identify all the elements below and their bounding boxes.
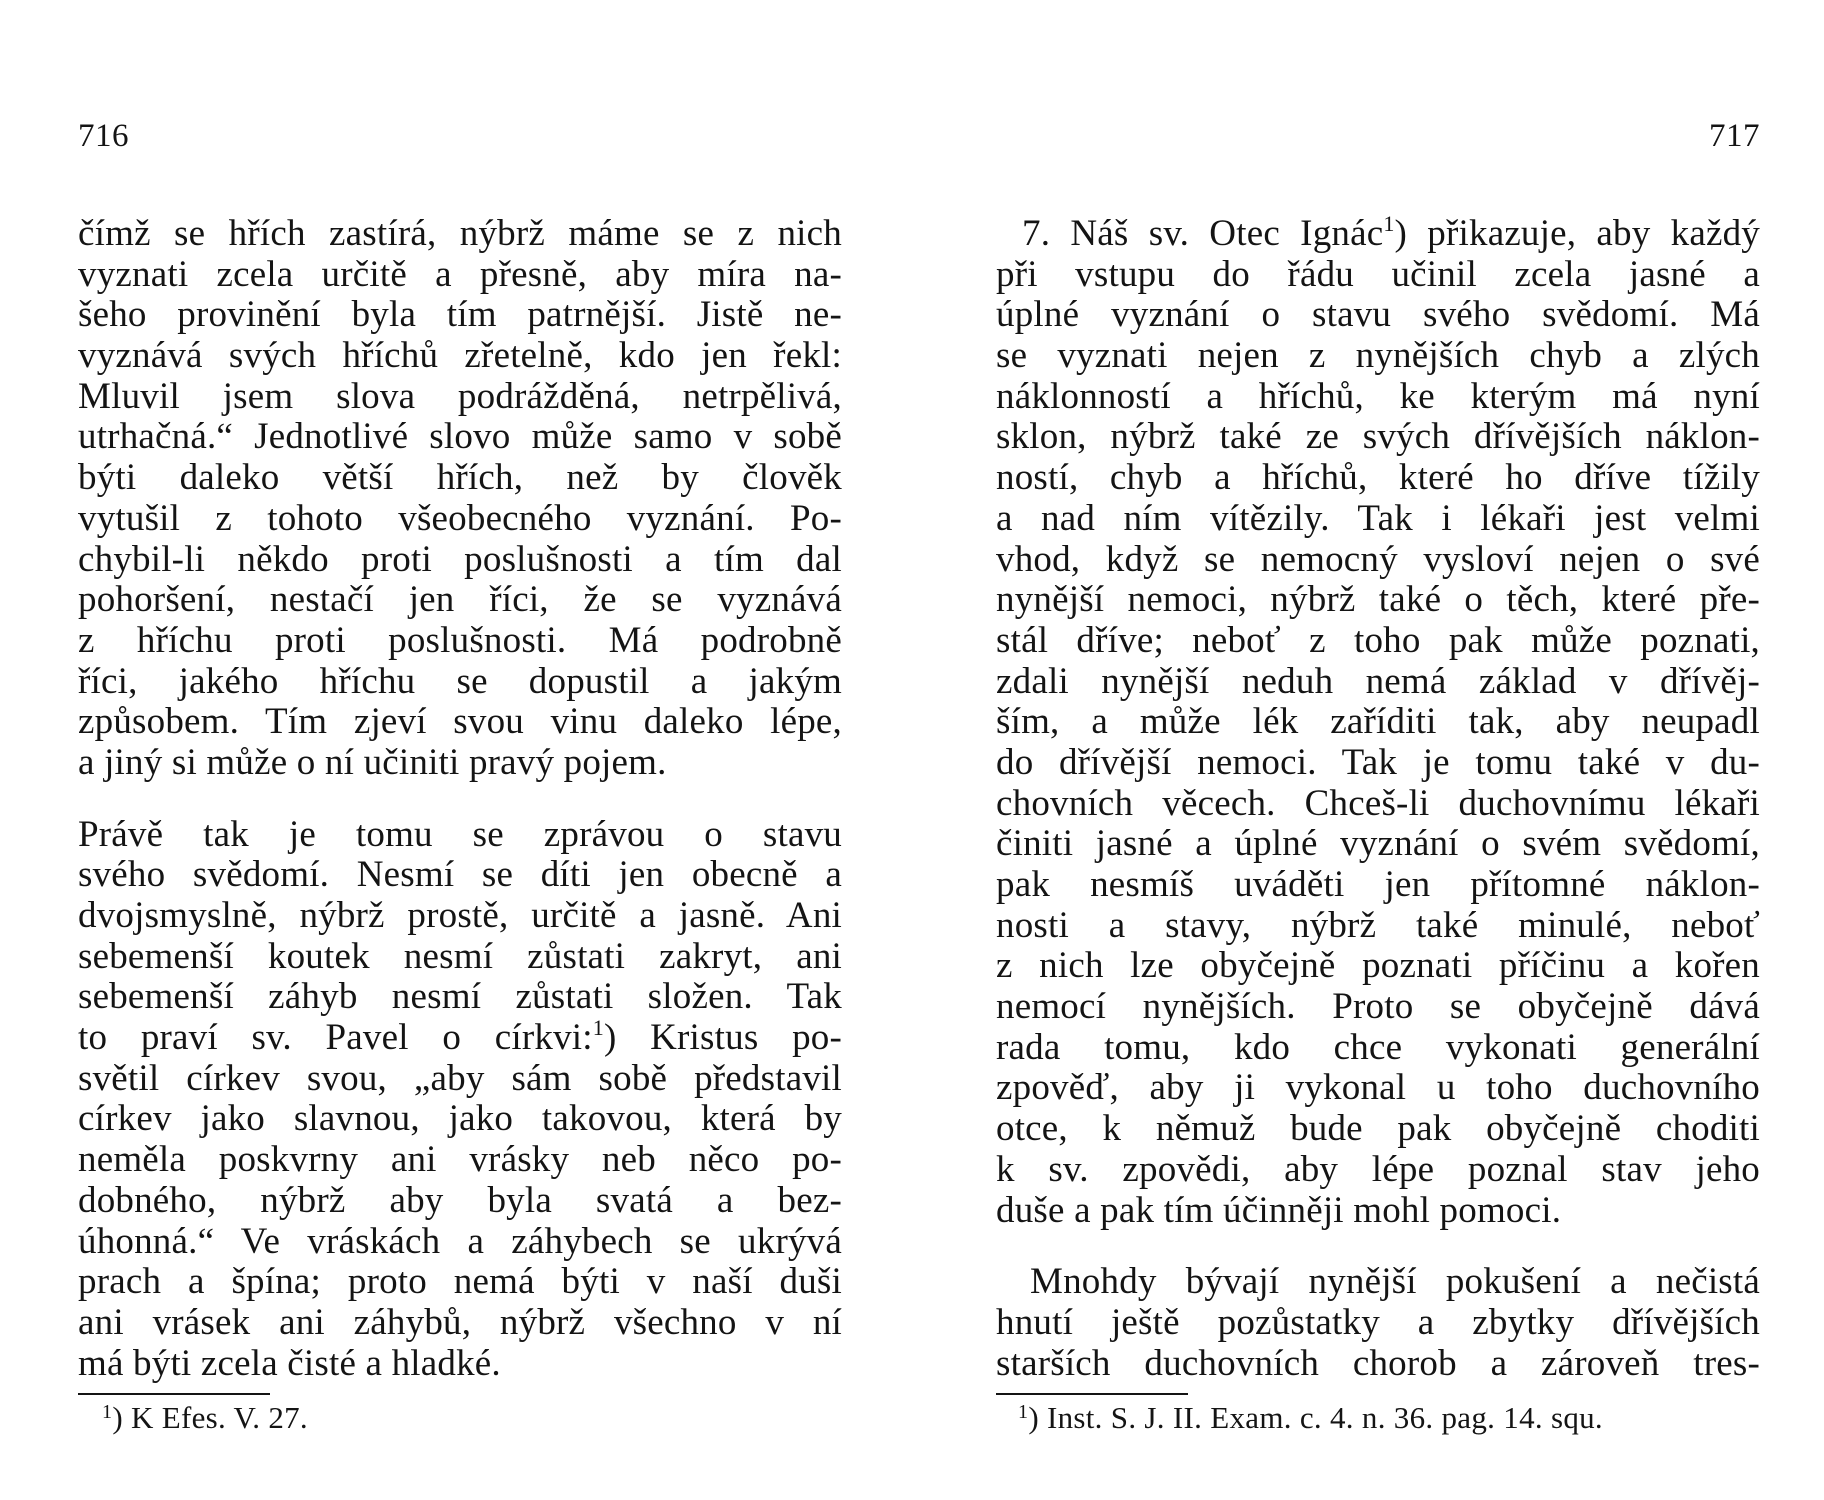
page-number-right: 717	[1709, 118, 1760, 154]
text-line: otce, k němuž bude pak obyčejně choditi	[996, 1108, 1760, 1150]
footnote-left	[102, 1400, 308, 1436]
footnote-reference-marker: 1	[592, 1015, 604, 1041]
text-line: Mnohdy bývají nynější pokušení a nečistá	[1030, 1261, 1760, 1303]
text-line: úhonná.“ Ve vráskách a záhybech se ukrývá	[78, 1220, 842, 1262]
text-line: z nich lze obyčejně poznati příčinu a kořen	[996, 945, 1760, 987]
page-number-left: 716	[78, 118, 129, 154]
text-line: zpověď, aby ji vykonal u toho duchovního	[996, 1067, 1760, 1109]
text-line: býti daleko větší hřích, než by člověk	[78, 457, 842, 499]
text-line: nemocí nynějších. Proto se obyčejně dává	[996, 986, 1760, 1028]
text-line: světil církev svou, „aby sám sobě představil	[78, 1057, 842, 1099]
text-line: čímž se hřích zastírá, nýbrž máme se z nich	[78, 213, 842, 254]
text-line: svého svědomí. Nesmí se díti jen obecně a	[78, 854, 842, 896]
text-line: stál dříve; neboť z toho pak může poznati,	[996, 619, 1760, 661]
footnote-marker: 1	[1018, 1401, 1029, 1423]
text-line: se vyznati nejen z nynějších chyb a zlých	[996, 335, 1760, 377]
text-line: do dřívější nemoci. Tak je tomu také v du-	[996, 741, 1760, 783]
footnote-divider	[996, 1393, 1188, 1395]
text-segment: to praví sv. Pavel o církvi:	[78, 1017, 593, 1059]
footnote-reference-marker: 1	[1383, 211, 1395, 236]
text-line-with-note	[78, 1015, 842, 1059]
text-line: Mluvil jsem slova podrážděná, netrpělivá,	[78, 375, 842, 417]
footnote-divider	[78, 1393, 270, 1395]
text-segment: ) přikazuje, aby každý	[1394, 213, 1761, 254]
footnote-right	[1018, 1400, 1603, 1436]
text-line: hnutí ještě pozůstatky a zbytky dřívějších	[996, 1301, 1760, 1343]
text-line: utrhačná.“ Jednotlivé slovo může samo v sobě	[78, 416, 842, 458]
text-line: sebemenší koutek nesmí zůstati zakryt, ani	[78, 935, 842, 977]
text-line: pohoršení, nestačí jen říci, že se vyznává	[78, 579, 842, 621]
text-line: chovních věcech. Chceš-li duchovnímu lékaři	[996, 782, 1760, 824]
text-line: vytušil z tohoto všeobecného vyznání. Po-	[78, 497, 842, 539]
text-line: prach a špína; proto nemá býti v naší duši	[78, 1261, 842, 1303]
text-line: nynější nemoci, nýbrž také o těch, které pře-	[996, 579, 1760, 621]
text-line: vhod, když se nemocný vysloví nejen o své	[996, 538, 1760, 580]
text-line: úplné vyznání o stavu svého svědomí. Má	[996, 294, 1760, 336]
text-line: duše a pak tím účinněji mohl pomoci.	[996, 1189, 1562, 1231]
text-line: dobného, nýbrž aby byla svatá a bez-	[78, 1179, 842, 1221]
text-line: říci, jakého hříchu se dopustil a jakým	[78, 660, 842, 702]
text-line: dvojsmyslně, nýbrž prostě, určitě a jasně. Ani	[78, 895, 842, 936]
text-line: způsobem. Tím zjeví svou vinu daleko lépe,	[78, 701, 842, 743]
text-line: k sv. zpovědi, aby lépe poznal stav jeho	[996, 1148, 1760, 1190]
text-line: činiti jasné a úplné vyznání o svém svědomí,	[996, 823, 1760, 865]
text-line: náklonností a hříchů, ke kterým má nyní	[996, 375, 1760, 417]
text-line: z hříchu proti poslušnosti. Má podrobně	[78, 619, 842, 661]
text-line: vyznává svých hříchů zřetelně, kdo jen řekl:	[78, 335, 842, 377]
text-line: neměla poskvrny ani vrásky neb něco po-	[78, 1139, 842, 1181]
text-line: Právě tak je tomu se zprávou o stavu	[78, 813, 842, 855]
text-line: nosti a stavy, nýbrž také minulé, neboť	[996, 904, 1760, 946]
text-line-with-note	[996, 211, 1761, 255]
left-text-block	[78, 214, 842, 1384]
text-line: ším, a může lék zaříditi tak, aby neupadl	[996, 701, 1760, 743]
footnote-marker: 1	[102, 1401, 113, 1423]
left-paragraph-2	[78, 815, 842, 1385]
right-paragraph-2	[996, 1262, 1760, 1384]
text-line: má býti zcela čisté a hladké.	[78, 1342, 501, 1384]
right-paragraph-1	[996, 211, 1761, 1231]
text-line: zdali nynější neduh nemá základ v dřívěj-	[996, 660, 1760, 702]
text-line: a jiný si může o ní učiniti pravý pojem.	[78, 741, 667, 783]
right-text-block	[996, 211, 1761, 1384]
right-page	[996, 0, 1760, 1500]
text-line: šeho provinění byla tím patrnější. Jistě ne-	[78, 294, 842, 336]
left-page	[78, 0, 842, 1500]
text-line: starších duchovních chorob a zároveň tres-	[996, 1342, 1760, 1384]
text-line: sebemenší záhyb nesmí zůstati složen. Tak	[78, 976, 842, 1018]
text-line: a nad ním vítězily. Tak i lékaři jest velmi	[996, 497, 1760, 539]
text-line: ností, chyb a hříchů, které ho dříve tížily	[996, 457, 1760, 499]
text-segment: ) Kristus po-	[603, 1017, 842, 1059]
text-line: vyznati zcela určitě a přesně, aby míra na-	[78, 253, 842, 295]
footnote-text: ) Inst. S. J. II. Exam. c. 4. n. 36. pag. 14. squ.	[1028, 1400, 1603, 1435]
text-line: rada tomu, kdo chce vykonati generální	[996, 1026, 1760, 1068]
text-line: církev jako slavnou, jako takovou, která by	[78, 1098, 842, 1140]
text-line: chybil-li někdo proti poslušnosti a tím dal	[78, 538, 842, 580]
left-paragraph-1	[78, 214, 842, 784]
text-line: při vstupu do řádu učinil zcela jasné a	[996, 253, 1760, 295]
text-line: sklon, nýbrž také ze svých dřívějších náklon-	[996, 416, 1760, 458]
text-line: pak nesmíš uváděti jen přítomné náklon-	[996, 864, 1760, 905]
text-line: ani vrásek ani záhybů, nýbrž všechno v ní	[78, 1301, 842, 1343]
footnote-text: ) K Efes. V. 27.	[112, 1400, 308, 1435]
text-segment: 7. Náš sv. Otec Ignác	[1022, 213, 1384, 254]
